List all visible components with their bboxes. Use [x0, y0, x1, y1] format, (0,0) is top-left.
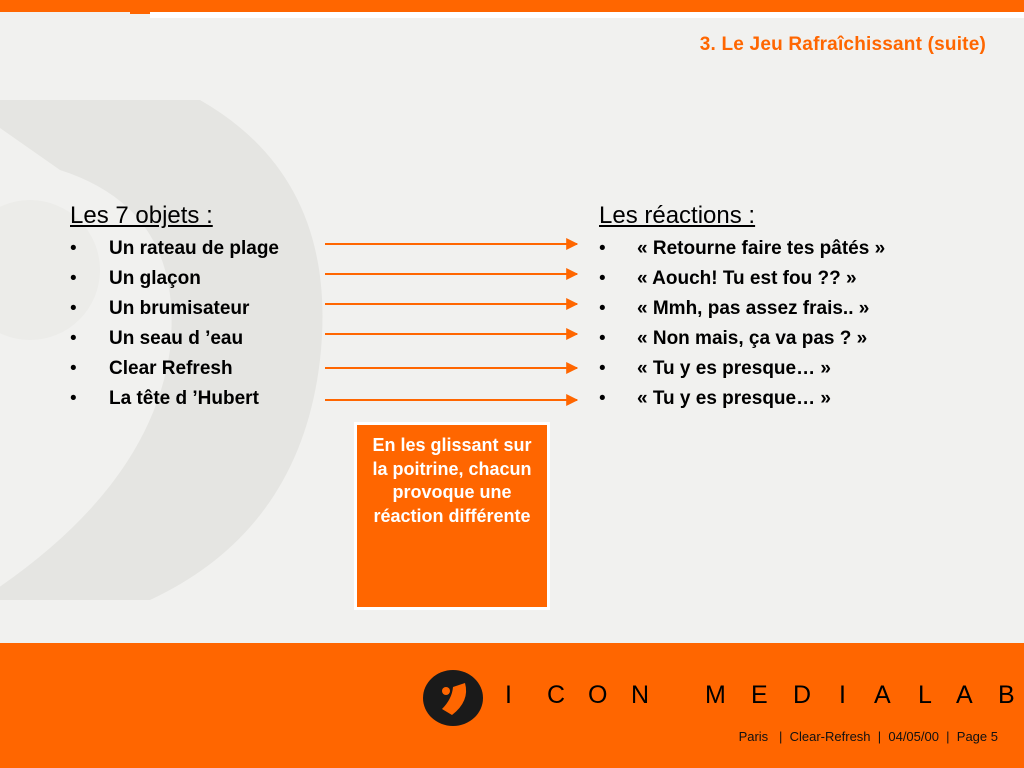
list-item: • « Aouch! Tu est fou ?? » — [599, 264, 999, 294]
bullet: • — [70, 268, 77, 289]
bullet: • — [599, 298, 606, 319]
list-item: • Un rateau de plage — [70, 234, 330, 264]
list-item: • Un glaçon — [70, 264, 330, 294]
bullet: • — [70, 358, 77, 379]
callout-box: En les glissant sur la poitrine, chacun provoque une réaction différente — [357, 425, 547, 607]
reactions-heading: Les réactions : — [599, 202, 756, 229]
bullet: • — [70, 298, 77, 319]
bullet: • — [599, 328, 606, 349]
list-item: • « Non mais, ça va pas ? » — [599, 324, 999, 354]
objects-list — [70, 234, 330, 414]
objects-heading: Les 7 objets : — [70, 202, 213, 229]
list-item: • Un seau d ’eau — [70, 324, 330, 354]
bullet: • — [599, 238, 606, 259]
bullet: • — [70, 238, 77, 259]
footer-info: Paris | Clear-Refresh | 04/05/00 | Page 5 — [738, 729, 998, 744]
bullet: • — [599, 388, 606, 409]
bullet: • — [70, 388, 77, 409]
slide-title: 3. Le Jeu Rafraîchissant (suite) — [699, 34, 986, 55]
bullet: • — [599, 358, 606, 379]
list-item: • « Tu y es presque… » — [599, 354, 999, 384]
list-item: • « Tu y es presque… » — [599, 384, 999, 414]
bullet: • — [599, 268, 606, 289]
list-item: • Clear Refresh — [70, 354, 330, 384]
list-item: • Un brumisateur — [70, 294, 330, 324]
list-item: • La tête d ’Hubert — [70, 384, 330, 414]
bullet: • — [70, 328, 77, 349]
list-item: • « Mmh, pas assez frais.. » — [599, 294, 999, 324]
icon-medialab-logo-icon — [422, 669, 484, 727]
list-item: • « Retourne faire tes pâtés » — [599, 234, 999, 264]
footer-band — [0, 643, 1024, 768]
reactions-list — [599, 234, 999, 414]
top-white-strip — [150, 12, 1024, 18]
